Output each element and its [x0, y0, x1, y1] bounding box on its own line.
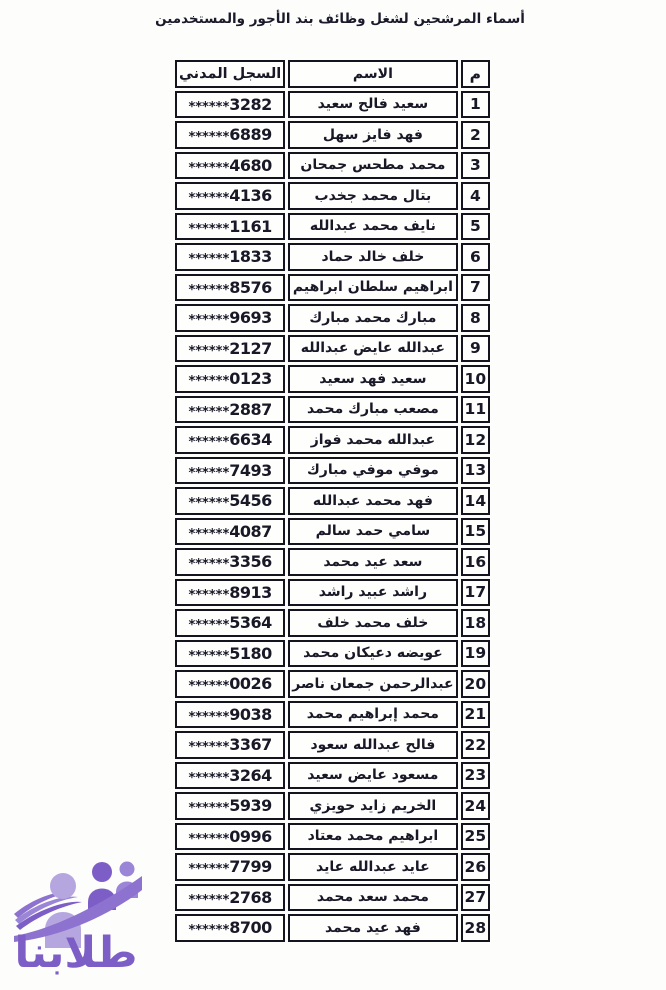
table-row [175, 884, 490, 912]
candidate-name-cell: خلف محمد خلف [288, 609, 457, 637]
table-row [175, 640, 490, 668]
table-row [175, 853, 490, 881]
page-title: أسماء المرشحين لشغل وظائف بند الأجور والمستخدمين [155, 11, 525, 27]
row-index-cell: 3 [461, 152, 491, 180]
row-index-cell: 15 [461, 518, 491, 546]
row-index-cell: 9 [461, 335, 491, 363]
civil-registry-cell: ******2127 [175, 335, 285, 363]
row-index-cell: 14 [461, 487, 491, 515]
civil-registry-cell: ******5180 [175, 640, 285, 668]
civil-registry-cell: ******0123 [175, 365, 285, 393]
candidate-name-cell: عبدالرحمن جمعان ناصر [288, 670, 457, 698]
civil-registry-cell: ******3367 [175, 731, 285, 759]
candidate-name-cell: موفي موفي مبارك [288, 457, 457, 485]
civil-registry-cell: ******9038 [175, 701, 285, 729]
masked-digits: ****** [188, 313, 230, 329]
masked-digits: ****** [188, 496, 230, 512]
table-row [175, 609, 490, 637]
masked-digits: ****** [188, 740, 230, 756]
masked-digits: ****** [188, 526, 230, 542]
candidate-name-cell: مصعب مبارك محمد [288, 396, 457, 424]
civil-registry-cell: ******2887 [175, 396, 285, 424]
civil-registry-cell: ******4087 [175, 518, 285, 546]
row-index-cell: 19 [461, 640, 491, 668]
column-header-civil-registry: السجل المدني [175, 60, 285, 88]
civil-registry-cell: ******1161 [175, 213, 285, 241]
civil-registry-cell: ******0026 [175, 670, 285, 698]
masked-digits: ****** [188, 252, 230, 268]
civil-registry-cell: ******6634 [175, 426, 285, 454]
masked-digits: ****** [188, 770, 230, 786]
row-index-cell: 4 [461, 182, 491, 210]
masked-digits: ****** [188, 801, 230, 817]
candidate-name-cell: سعد عيد محمد [288, 548, 457, 576]
masked-digits: ****** [188, 191, 230, 207]
table-row [175, 731, 490, 759]
candidate-name-cell: فهد عيد محمد [288, 914, 457, 942]
masked-digits: ****** [188, 160, 230, 176]
candidate-name-cell: سعيد فالح سعيد [288, 91, 457, 119]
talabna-watermark-logo [8, 850, 148, 982]
masked-digits: ****** [188, 404, 230, 420]
candidate-name-cell: عبدالله عايض عبدالله [288, 335, 457, 363]
candidate-name-cell: محمد إبراهيم محمد [288, 701, 457, 729]
table-row [175, 213, 490, 241]
civil-registry-cell: ******4680 [175, 152, 285, 180]
civil-registry-cell: ******6889 [175, 121, 285, 149]
masked-digits: ****** [188, 862, 230, 878]
table-header-row [175, 60, 490, 88]
column-header-index: م [461, 60, 491, 88]
table-row [175, 365, 490, 393]
row-index-cell: 20 [461, 670, 491, 698]
civil-registry-cell: ******8913 [175, 579, 285, 607]
row-index-cell: 5 [461, 213, 491, 241]
table-row [175, 396, 490, 424]
civil-registry-cell: ******5364 [175, 609, 285, 637]
table-row [175, 182, 490, 210]
table-row [175, 426, 490, 454]
masked-digits: ****** [188, 374, 230, 390]
masked-digits: ****** [188, 130, 230, 146]
row-index-cell: 22 [461, 731, 491, 759]
masked-digits: ****** [188, 679, 230, 695]
row-index-cell: 28 [461, 914, 491, 942]
candidate-name-cell: عبدالله محمد فواز [288, 426, 457, 454]
civil-registry-cell: ******5939 [175, 792, 285, 820]
row-index-cell: 21 [461, 701, 491, 729]
table-row [175, 548, 490, 576]
column-header-name: الاسم [288, 60, 457, 88]
row-index-cell: 26 [461, 853, 491, 881]
candidate-name-cell: ابراهيم محمد معتاد [288, 823, 457, 851]
masked-digits: ****** [188, 465, 230, 481]
civil-registry-cell: ******7493 [175, 457, 285, 485]
civil-registry-cell: ******3264 [175, 762, 285, 790]
masked-digits: ****** [188, 618, 230, 634]
row-index-cell: 1 [461, 91, 491, 119]
candidate-name-cell: فالح عبدالله سعود [288, 731, 457, 759]
civil-registry-cell: ******0996 [175, 823, 285, 851]
row-index-cell: 25 [461, 823, 491, 851]
candidate-name-cell: خلف خالد حماد [288, 243, 457, 271]
row-index-cell: 24 [461, 792, 491, 820]
table-row [175, 701, 490, 729]
table-row [175, 121, 490, 149]
masked-digits: ****** [188, 557, 230, 573]
civil-registry-cell: ******8700 [175, 914, 285, 942]
row-index-cell: 6 [461, 243, 491, 271]
row-index-cell: 12 [461, 426, 491, 454]
masked-digits: ****** [188, 831, 230, 847]
table-row [175, 274, 490, 302]
candidate-name-cell: سامي حمد سالم [288, 518, 457, 546]
row-index-cell: 16 [461, 548, 491, 576]
candidate-name-cell: سعيد فهد سعيد [288, 365, 457, 393]
row-index-cell: 2 [461, 121, 491, 149]
candidate-name-cell: عويضه دعيكان محمد [288, 640, 457, 668]
civil-registry-cell: ******3356 [175, 548, 285, 576]
civil-registry-cell: ******8576 [175, 274, 285, 302]
table-row [175, 792, 490, 820]
candidate-name-cell: الخريم زايد حويزي [288, 792, 457, 820]
candidate-name-cell: راشد عبيد راشد [288, 579, 457, 607]
candidate-name-cell: محمد سعد محمد [288, 884, 457, 912]
candidate-name-cell: ابراهيم سلطان ابراهيم [288, 274, 457, 302]
masked-digits: ****** [188, 282, 230, 298]
row-index-cell: 13 [461, 457, 491, 485]
table-row [175, 335, 490, 363]
civil-registry-cell: ******9693 [175, 304, 285, 332]
civil-registry-cell: ******1833 [175, 243, 285, 271]
masked-digits: ****** [188, 892, 230, 908]
masked-digits: ****** [188, 709, 230, 725]
civil-registry-cell: ******2768 [175, 884, 285, 912]
masked-digits: ****** [188, 587, 230, 603]
candidate-name-cell: محمد مطحس جمحان [288, 152, 457, 180]
table-row [175, 914, 490, 942]
table-row [175, 823, 490, 851]
table-row [175, 762, 490, 790]
row-index-cell: 7 [461, 274, 491, 302]
masked-digits: ****** [188, 99, 230, 115]
row-index-cell: 18 [461, 609, 491, 637]
talabna-logo-graphic [8, 850, 148, 982]
candidate-name-cell: فهد فايز سهل [288, 121, 457, 149]
table-row [175, 152, 490, 180]
civil-registry-cell: ******3282 [175, 91, 285, 119]
civil-registry-cell: ******7799 [175, 853, 285, 881]
row-index-cell: 23 [461, 762, 491, 790]
table-row [175, 518, 490, 546]
masked-digits: ****** [188, 343, 230, 359]
civil-registry-cell: ******5456 [175, 487, 285, 515]
candidate-name-cell: مسعود عايض سعيد [288, 762, 457, 790]
table-row [175, 487, 490, 515]
masked-digits: ****** [188, 648, 230, 664]
civil-registry-cell: ******4136 [175, 182, 285, 210]
masked-digits: ****** [188, 221, 230, 237]
candidate-name-cell: نايف محمد عبدالله [288, 213, 457, 241]
row-index-cell: 8 [461, 304, 491, 332]
row-index-cell: 10 [461, 365, 491, 393]
brand-text: طلابنا [14, 928, 138, 978]
candidate-name-cell: فهد محمد عبدالله [288, 487, 457, 515]
candidates-table [172, 57, 493, 945]
candidate-name-cell: مبارك محمد مبارك [288, 304, 457, 332]
row-index-cell: 11 [461, 396, 491, 424]
candidate-name-cell: عايد عبدالله عايد [288, 853, 457, 881]
table-row [175, 243, 490, 271]
masked-digits: ****** [188, 923, 230, 939]
table-row [175, 670, 490, 698]
table-row [175, 579, 490, 607]
row-index-cell: 17 [461, 579, 491, 607]
table-row [175, 457, 490, 485]
row-index-cell: 27 [461, 884, 491, 912]
table-row [175, 304, 490, 332]
candidate-name-cell: بتال محمد جخدب [288, 182, 457, 210]
table-row [175, 91, 490, 119]
masked-digits: ****** [188, 435, 230, 451]
